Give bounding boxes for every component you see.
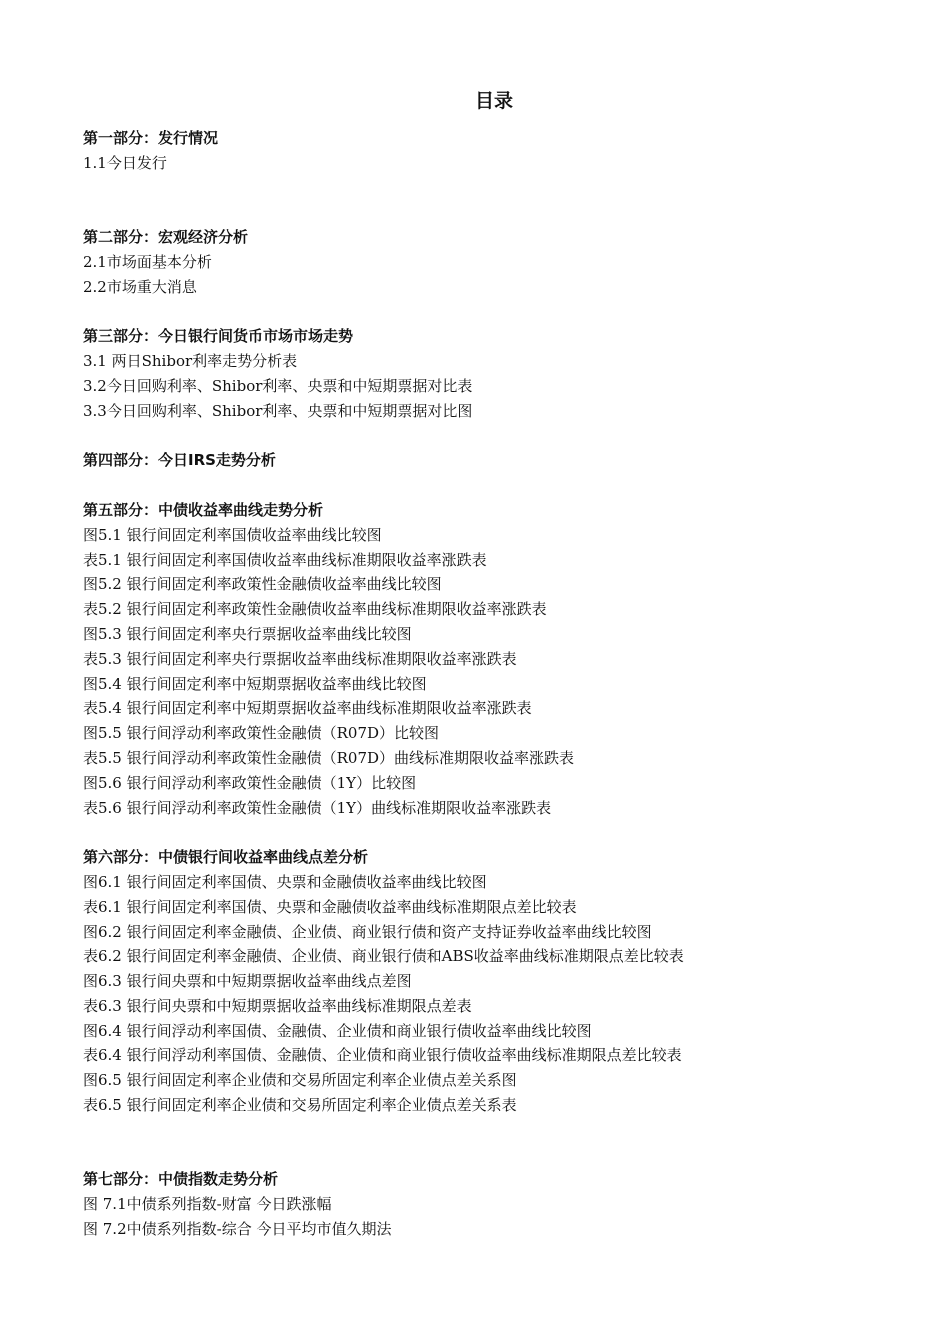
- toc-entry: 1.1今日发行: [83, 153, 167, 172]
- toc-entry: 表5.5 银行间浮动利率政策性金融债（R07D）曲线标准期限收益率涨跌表: [83, 748, 575, 767]
- toc-entry: 表5.4 银行间固定利率中短期票据收益率曲线标准期限收益率涨跌表: [83, 699, 532, 718]
- toc-entry: 3.2今日回购利率、Shibor利率、央票和中短期票据对比表: [83, 376, 473, 395]
- toc-entry: 图 7.2中债系列指数-综合 今日平均市值久期法: [83, 1220, 392, 1239]
- toc-entry: 图6.2 银行间固定利率金融债、企业债、商业银行债和资产支持证券收益率曲线比较图: [83, 922, 652, 941]
- toc-entry: 表5.3 银行间固定利率央行票据收益率曲线标准期限收益率涨跌表: [83, 649, 517, 668]
- toc-entry: 图5.3 银行间固定利率央行票据收益率曲线比较图: [83, 624, 412, 643]
- toc-entry: 表5.1 银行间固定利率国债收益率曲线标准期限收益率涨跌表: [83, 550, 487, 569]
- toc-entry: 图5.1 银行间固定利率国债收益率曲线比较图: [83, 525, 382, 544]
- section-spacer: [83, 1118, 923, 1143]
- section-heading: 第二部分：宏观经济分析: [83, 228, 249, 247]
- toc-entry: 图5.6 银行间浮动利率政策性金融债（1Y）比较图: [83, 773, 417, 792]
- toc-entry: 图6.1 银行间固定利率国债、央票和金融债收益率曲线比较图: [83, 872, 487, 891]
- toc-entry: 2.2市场重大消息: [83, 277, 197, 296]
- section-spacer: [83, 300, 923, 325]
- toc-entry: 图6.4 银行间浮动利率国债、金融债、企业债和商业银行债收益率曲线比较图: [83, 1021, 592, 1040]
- toc-entry: 3.3今日回购利率、Shibor利率、央票和中短期票据对比图: [83, 401, 473, 420]
- toc-entry: 图6.3 银行间央票和中短期票据收益率曲线点差图: [83, 972, 412, 991]
- section-spacer: [83, 200, 923, 225]
- section-spacer: [83, 820, 923, 845]
- section-heading: 第六部分：中债银行间收益率曲线点差分析: [83, 848, 369, 867]
- section-heading: 第一部分：发行情况: [83, 129, 219, 147]
- section-heading: 第五部分：中债收益率曲线走势分析: [83, 500, 324, 519]
- table-of-contents: [83, 126, 923, 1242]
- toc-entry: 表6.5 银行间固定利率企业债和交易所固定利率企业债点差关系表: [83, 1096, 517, 1115]
- toc-entry: 图5.2 银行间固定利率政策性金融债收益率曲线比较图: [83, 575, 442, 594]
- section-spacer: [83, 176, 923, 201]
- toc-entry: 图5.4 银行间固定利率中短期票据收益率曲线比较图: [83, 674, 427, 693]
- toc-entry: 表6.1 银行间固定利率国债、央票和金融债收益率曲线标准期限点差比较表: [83, 897, 577, 916]
- toc-entry: 表6.2 银行间固定利率金融债、企业债、商业银行债和ABS收益率曲线标准期限点差比较表: [83, 947, 684, 966]
- section-heading: 第三部分：今日银行间货币市场市场走势: [83, 327, 354, 346]
- toc-entry: 表6.3 银行间央票和中短期票据收益率曲线标准期限点差表: [83, 996, 472, 1015]
- toc-entry: 3.1 两日Shibor利率走势分析表: [83, 352, 298, 371]
- toc-entry: 表5.6 银行间浮动利率政策性金融债（1Y）曲线标准期限收益率涨跌表: [83, 798, 552, 817]
- toc-title: 目录: [474, 90, 513, 112]
- section-spacer: [83, 473, 923, 498]
- toc-entry: 2.1市场面基本分析: [83, 252, 212, 271]
- section-heading: 第七部分：中债指数走势分析: [83, 1170, 279, 1189]
- toc-entry: 表5.2 银行间固定利率政策性金融债收益率曲线标准期限收益率涨跌表: [83, 600, 547, 619]
- section-heading: 第四部分：今日IRS走势分析: [83, 451, 276, 470]
- toc-entry: 图 7.1中债系列指数-财富 今日跌涨幅: [83, 1195, 332, 1214]
- toc-entry: 图6.5 银行间固定利率企业债和交易所固定利率企业债点差关系图: [83, 1071, 517, 1090]
- section-spacer: [83, 424, 923, 449]
- toc-entry: 图5.5 银行间浮动利率政策性金融债（R07D）比较图: [83, 724, 440, 743]
- section-spacer: [83, 1143, 923, 1168]
- toc-entry: 表6.4 银行间浮动利率国债、金融债、企业债和商业银行债收益率曲线标准期限点差比较表: [83, 1046, 682, 1065]
